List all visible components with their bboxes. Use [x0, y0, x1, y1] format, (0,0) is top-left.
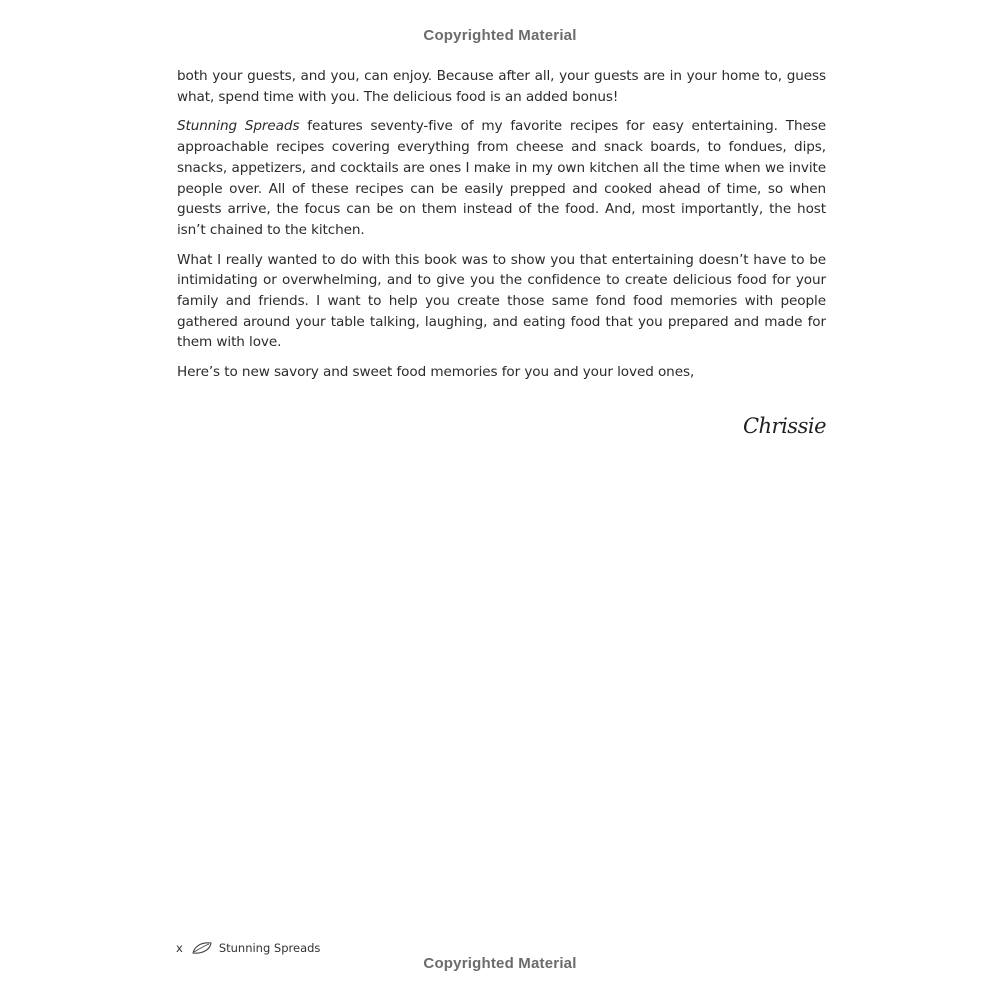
leaf-icon — [191, 941, 213, 955]
body-text — [177, 66, 826, 392]
footer-book-title: Stunning Spreads — [218, 941, 321, 955]
paragraph-3: What I really wanted to do with this book was to show you that entertaining doesn’t have to be intimidating or overwhelming, and to give you the confidence to create delicious food for your family and friends. I want to help you create those same fond food memories with people gathered around your table talking, laughing, and eating food that you prepared and made for them with love. — [177, 251, 826, 351]
paragraph-4: Here’s to new savory and sweet food memories for you and your loved ones, — [177, 364, 695, 381]
copyright-footer: Copyrighted Material — [423, 955, 577, 972]
copyright-header: Copyrighted Material — [423, 27, 577, 44]
paragraph-2-text: features seventy-five of my favorite recipes for easy entertaining. These approachable recipes covering everything from cheese and snack boards, to fondues, dips, snacks, appetizers, and cocktails are ones I make in my own kitchen all the time when we invite people over. All of these recipes can be easily prepped and cooked ahead of time, so when guests arrive, the focus can be on them instead of the food. And, most importantly, the host isn’t chained to the kitchen. — [177, 118, 826, 238]
signature: Chrissie — [742, 414, 826, 438]
paragraph-2 — [177, 116, 826, 240]
page-footer — [176, 941, 320, 955]
paragraph-1: both your guests, and you, can enjoy. Because after all, your guests are in your home to, guess what, spend time with you. The delicious food is an added bonus! — [177, 68, 826, 105]
page-number: x — [176, 941, 183, 955]
book-title-italic: Stunning Spreads — [177, 118, 300, 135]
